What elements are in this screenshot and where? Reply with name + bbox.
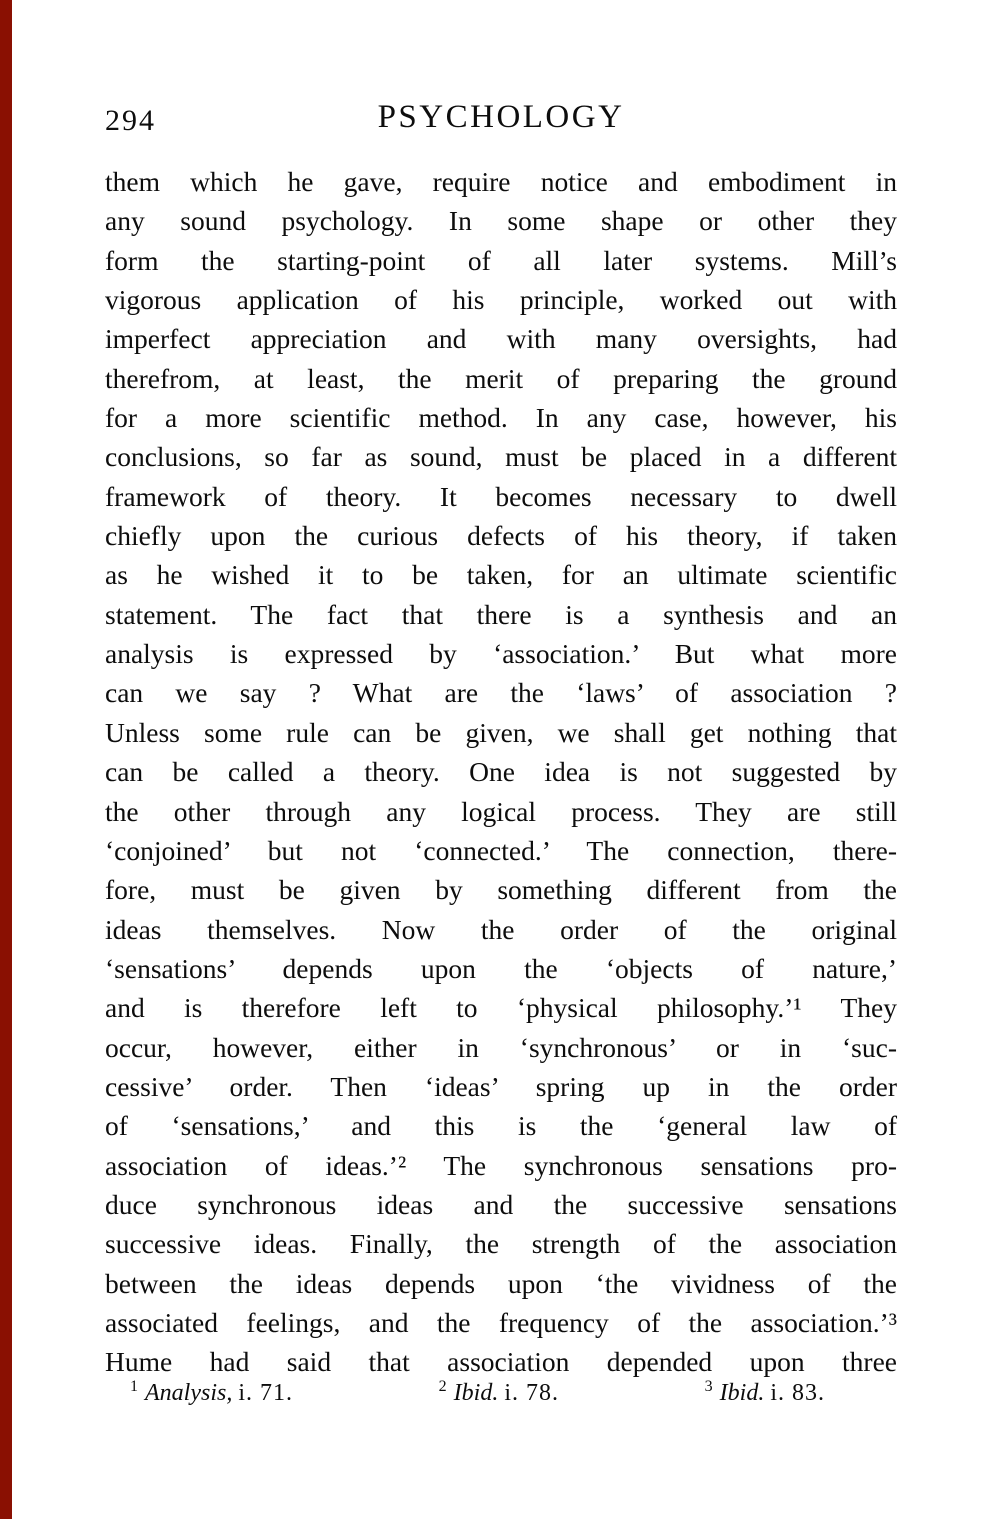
text-line: any sound psychology. In some shape or other they (105, 205, 897, 237)
text-line: fore, must be given by something different from the (105, 874, 897, 906)
text-line: them which he gave, require notice and embodiment in (105, 166, 897, 197)
text-line: for a more scientific method. In any case, however, his (105, 402, 897, 434)
page-header (105, 99, 897, 143)
text-line: ideas themselves. Now the order of the original (105, 913, 897, 945)
footnote-1 (130, 1378, 293, 1408)
footnote-2-marker: 2 (438, 1378, 447, 1395)
text-line: the other through any logical process. They are still (105, 795, 897, 827)
footnote-2-source: Ibid. (453, 1380, 499, 1406)
text-line: Unless some rule can be given, we shall get nothing that (105, 716, 897, 748)
footnote-2 (439, 1378, 559, 1408)
footnotes-row (105, 1378, 897, 1408)
text-line: associated feelings, and the frequency of the association.’³ (105, 1306, 897, 1338)
text-line: cessive’ order. Then ‘ideas’ spring up in the order (105, 1070, 897, 1102)
text-line: can we say ? What are the ‘laws’ of association ? (105, 677, 897, 709)
footnote-3-ref: i. 83. (770, 1380, 825, 1406)
text-line: imperfect appreciation and with many oversights, had (105, 323, 897, 355)
text-line: statement. The fact that there is a synthesis and an (105, 598, 897, 630)
text-line: analysis is expressed by ‘association.’ But what more (105, 638, 897, 670)
text-line: chiefly upon the curious defects of his theory, if taken (105, 520, 897, 552)
footnote-3-marker: 3 (704, 1378, 713, 1395)
text-line: and is therefore left to ‘physical philosophy.’¹ They (105, 992, 897, 1024)
text-line: ‘sensations’ depends upon the ‘objects of nature,’ (105, 952, 897, 984)
text-line: form the starting-point of all later systems. Mill’s (105, 244, 897, 276)
book-edge-stripe (0, 0, 12, 1519)
text-line: conclusions, so far as sound, must be placed in a different (105, 441, 897, 473)
running-head-title: PSYCHOLOGY (377, 99, 625, 135)
text-line: between the ideas depends upon ‘the vividness of the (105, 1267, 897, 1299)
text-line: can be called a theory. One idea is not suggested by (105, 756, 897, 788)
footnote-3 (705, 1378, 825, 1408)
text-line: of ‘sensations,’ and this is the ‘general law of (105, 1110, 897, 1142)
text-line: therefrom, at least, the merit of preparing the ground (105, 362, 897, 394)
text-line: vigorous application of his principle, worked out with (105, 284, 897, 316)
page-number: 294 (105, 104, 156, 137)
footnote-1-marker: 1 (130, 1378, 138, 1395)
footnote-2-ref: i. 78. (504, 1380, 559, 1406)
text-line: association of ideas.’² The synchronous sensations pro- (105, 1149, 897, 1181)
text-line: Hume had said that association depended upon three (105, 1346, 897, 1378)
text-line: ‘conjoined’ but not ‘connected.’ The connection, there- (105, 834, 897, 866)
text-line: duce synchronous ideas and the successive sensations (105, 1188, 897, 1220)
text-line: successive ideas. Finally, the strength of the association (105, 1228, 897, 1260)
text-line: framework of theory. It becomes necessary to dwell (105, 480, 897, 512)
footnote-1-source: Analysis, (145, 1380, 233, 1406)
text-line: as he wished it to be taken, for an ultimate scientific (105, 559, 897, 591)
footnote-1-ref: i. 71. (238, 1380, 293, 1406)
text-line: occur, however, either in ‘synchronous’ or in ‘suc- (105, 1031, 897, 1063)
body-text (105, 162, 897, 1382)
footnote-3-source: Ibid. (719, 1380, 765, 1406)
